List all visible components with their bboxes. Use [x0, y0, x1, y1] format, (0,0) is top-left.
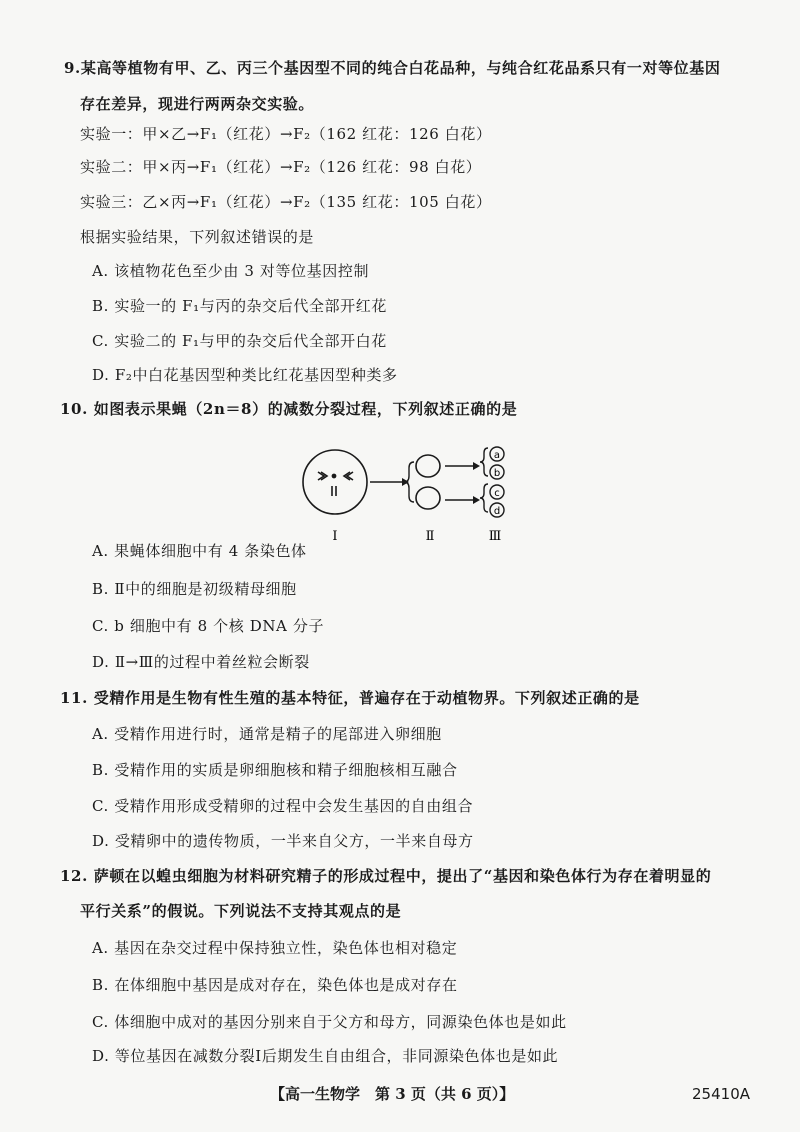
cell-ii-bottom: [416, 487, 440, 509]
q12-option-a: A. 基因在杂交过程中保持独立性，染色体也相对稳定: [92, 939, 458, 957]
q12-option-b: B. 在体细胞中基因是成对存在，染色体也是成对存在: [92, 976, 458, 994]
stage-label-iii: Ⅲ: [488, 529, 502, 544]
cell-d-label: d: [493, 506, 501, 517]
q9-option-d: D. F₂中白花基因型种类比红花基因型种类多: [92, 366, 398, 384]
q9-experiment-3: 实验三：乙×丙→F₁（红花）→F₂（135 红花：105 白花）: [80, 193, 492, 211]
cell-ii-top: [416, 455, 440, 477]
q12-stem-line-2: 平行关系”的假说。下列说法不支持其观点的是: [80, 902, 402, 920]
arrow-head-icon: [473, 496, 480, 504]
q10-option-b: B. Ⅱ中的细胞是初级精母细胞: [92, 580, 297, 598]
q12-stem-line-1: 12. 萨顿在以蝗虫细胞为材料研究精子的形成过程中，提出了“基因和染色体行为存在着明显的: [60, 867, 712, 885]
cell-i: [303, 450, 367, 514]
footer-page-info: 【高一生物学 第 3 页（共 6 页）】: [270, 1085, 515, 1103]
q10-option-c: C. b 细胞中有 8 个核 DNA 分子: [92, 617, 325, 635]
q12-option-d: D. 等位基因在减数分裂Ⅰ后期发生自由组合，非同源染色体也是如此: [92, 1047, 559, 1065]
q9-option-c: C. 实验二的 F₁与甲的杂交后代全部开白花: [92, 332, 387, 350]
q11-option-d: D. 受精卵中的遗传物质，一半来自父方，一半来自母方: [92, 832, 474, 850]
q10-option-a: A. 果蝇体细胞中有 4 条染色体: [92, 542, 307, 560]
q9-option-b: B. 实验一的 F₁与丙的杂交后代全部开红花: [92, 297, 387, 315]
brace-iii-bottom: [480, 484, 488, 512]
q9-question: 根据实验结果，下列叙述错误的是: [80, 228, 315, 246]
stage-label-ii: Ⅱ: [425, 529, 435, 544]
q10-stem: 10. 如图表示果蝇（2n＝8）的减数分裂过程，下列叙述正确的是: [60, 400, 518, 418]
footer-exam-code: 25410A: [692, 1085, 750, 1103]
q12-option-c: C. 体细胞中成对的基因分别来自于父方和母方，同源染色体也是如此: [92, 1013, 567, 1031]
arrow-head-icon: [473, 462, 480, 470]
q9-option-a: A. 该植物花色至少由 3 对等位基因控制: [92, 262, 370, 280]
q9-stem-line-1: 9.某高等植物有甲、乙、丙三个基因型不同的纯合白花品种，与纯合红花品系只有一对等位基因: [64, 59, 721, 77]
brace-iii-top: [480, 448, 488, 476]
cell-a-label: a: [493, 450, 501, 461]
q9-experiment-2: 实验二：甲×丙→F₁（红花）→F₂（126 红花：98 白花）: [80, 158, 482, 176]
q9-stem-line-2: 存在差异，现进行两两杂交实验。: [80, 95, 315, 113]
q11-stem: 11. 受精作用是生物有性生殖的基本特征，普遍存在于动植物界。下列叙述正确的是: [60, 689, 640, 707]
q11-option-a: A. 受精作用进行时，通常是精子的尾部进入卵细胞: [92, 725, 442, 743]
q10-option-d: D. Ⅱ→Ⅲ的过程中着丝粒会断裂: [92, 653, 310, 671]
meiosis-diagram: [290, 440, 520, 550]
q11-option-b: B. 受精作用的实质是卵细胞核和精子细胞核相互融合: [92, 761, 458, 779]
cell-c-label: c: [494, 488, 500, 499]
cell-b-label: b: [493, 468, 501, 479]
chromosomes-icon: [318, 472, 353, 496]
page-footer: [0, 1082, 800, 1106]
q11-option-c: C. 受精作用形成受精卵的过程中会发生基因的自由组合: [92, 797, 474, 815]
q9-experiment-1: 实验一：甲×乙→F₁（红花）→F₂（162 红花：126 白花）: [80, 125, 492, 143]
stage-label-i: Ⅰ: [332, 529, 338, 544]
